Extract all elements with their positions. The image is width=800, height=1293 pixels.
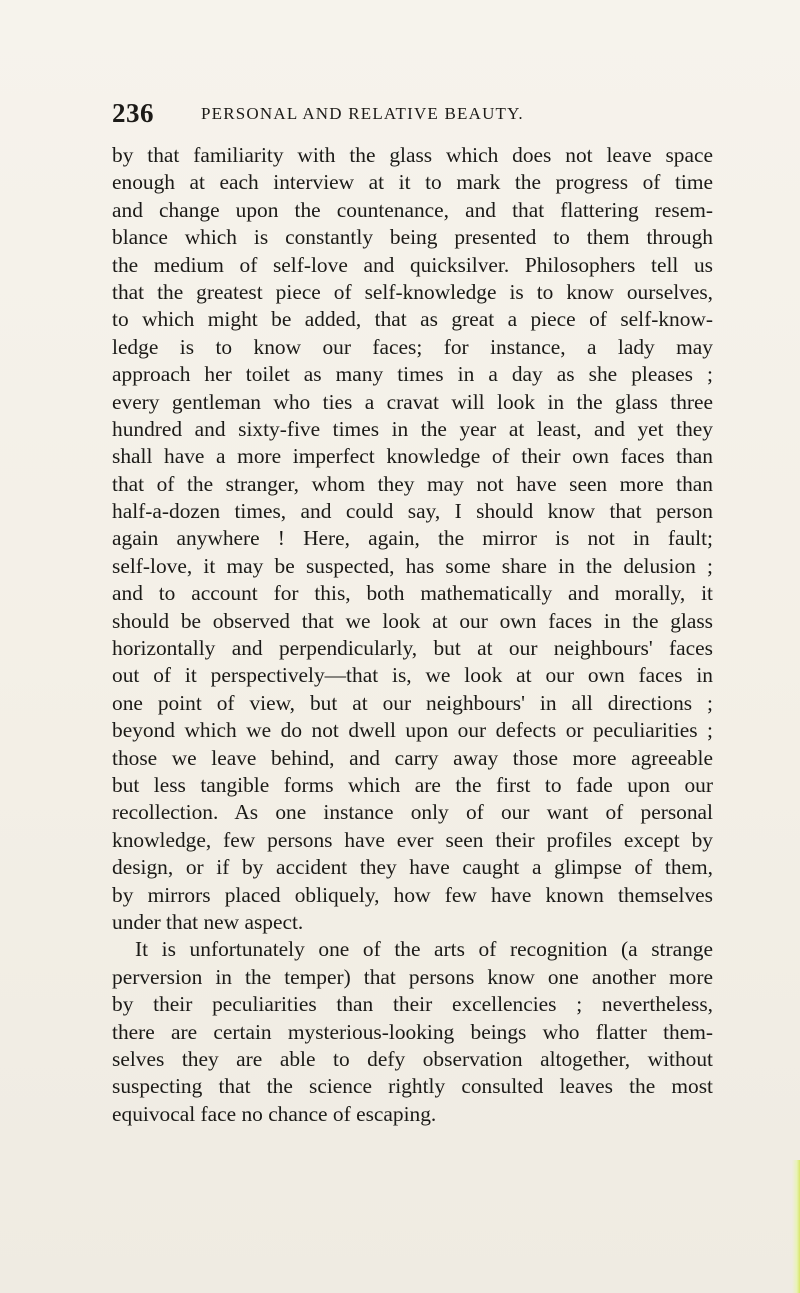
text-line: by their peculiarities than their excellencies ; nevertheless, <box>112 992 713 1017</box>
text-line: enough at each interview at it to mark the progress of time <box>112 170 713 195</box>
text-line: approach her toilet as many times in a day as she pleases ; <box>112 362 713 387</box>
text-line: that the greatest piece of self-knowledge is to know ourselves, <box>112 279 713 304</box>
text-line: equivocal face no chance of escaping. <box>112 1101 437 1126</box>
text-line: out of it perspectively—that is, we look at our own faces in <box>112 663 713 688</box>
page-number: 236 <box>112 98 154 128</box>
running-head: PERSONAL AND RELATIVE BEAUTY. <box>201 104 524 123</box>
text-line: by that familiarity with the glass which does not leave space <box>112 143 713 167</box>
text-line: knowledge, few persons have ever seen their profiles except by <box>112 827 713 852</box>
text-line: to which might be added, that as great a piece of self-know- <box>112 307 713 332</box>
text-line: and to account for this, both mathematically and morally, it <box>112 581 713 606</box>
text-line: recollection. As one instance only of our want of personal <box>112 800 713 825</box>
text-line: that of the stranger, whom they may not have seen more than <box>112 471 713 496</box>
text-line: perversion in the temper) that persons know one another more <box>112 964 713 989</box>
text-line: should be observed that we look at our own faces in the glass <box>112 608 713 633</box>
text-line: hundred and sixty-five times in the year at least, and yet they <box>112 416 713 441</box>
text-line: beyond which we do not dwell upon our defects or peculiarities ; <box>112 718 713 743</box>
text-line: horizontally and perpendicularly, but at our neighbours' faces <box>112 636 713 661</box>
text-line: and change upon the countenance, and that flattering resem- <box>112 197 713 222</box>
text-line: one point of view, but at our neighbours' in all directions ; <box>112 690 713 715</box>
text-line: there are certain mysterious-looking beings who flatter them- <box>112 1019 713 1044</box>
text-line: design, or if by accident they have caught a glimpse of them, <box>112 855 713 880</box>
text-line: again anywhere ! Here, again, the mirror is not in fault; <box>112 526 713 551</box>
text-line: shall have a more imperfect knowledge of their own faces than <box>112 444 713 469</box>
paragraph-start-line: It is unfortunately one of the arts of recognition (a strange <box>135 937 713 962</box>
text-line: by mirrors placed obliquely, how few have known themselves <box>112 882 713 907</box>
text-line: selves they are able to defy observation altogether, without <box>112 1046 713 1071</box>
text-line: under that new aspect. <box>112 909 304 934</box>
text-line: half-a-dozen times, and could say, I should know that person <box>112 499 713 524</box>
text-line: blance which is constantly being presented to them through <box>112 225 713 250</box>
text-line: those we leave behind, and carry away those more agreeable <box>112 745 713 770</box>
text-line: but less tangible forms which are the first to fade upon our <box>112 772 713 797</box>
body-text <box>112 142 713 1128</box>
text-line: ledge is to know our faces; for instance, a lady may <box>112 334 713 359</box>
page-edge-highlight <box>792 1160 800 1293</box>
text-line: self-love, it may be suspected, has some share in the delusion ; <box>112 553 713 578</box>
text-line: every gentleman who ties a cravat will look in the glass three <box>112 389 713 414</box>
page-header <box>112 98 722 132</box>
text-line: suspecting that the science rightly consulted leaves the most <box>112 1074 713 1099</box>
text-line: the medium of self-love and quicksilver. Philosophers tell us <box>112 252 713 277</box>
